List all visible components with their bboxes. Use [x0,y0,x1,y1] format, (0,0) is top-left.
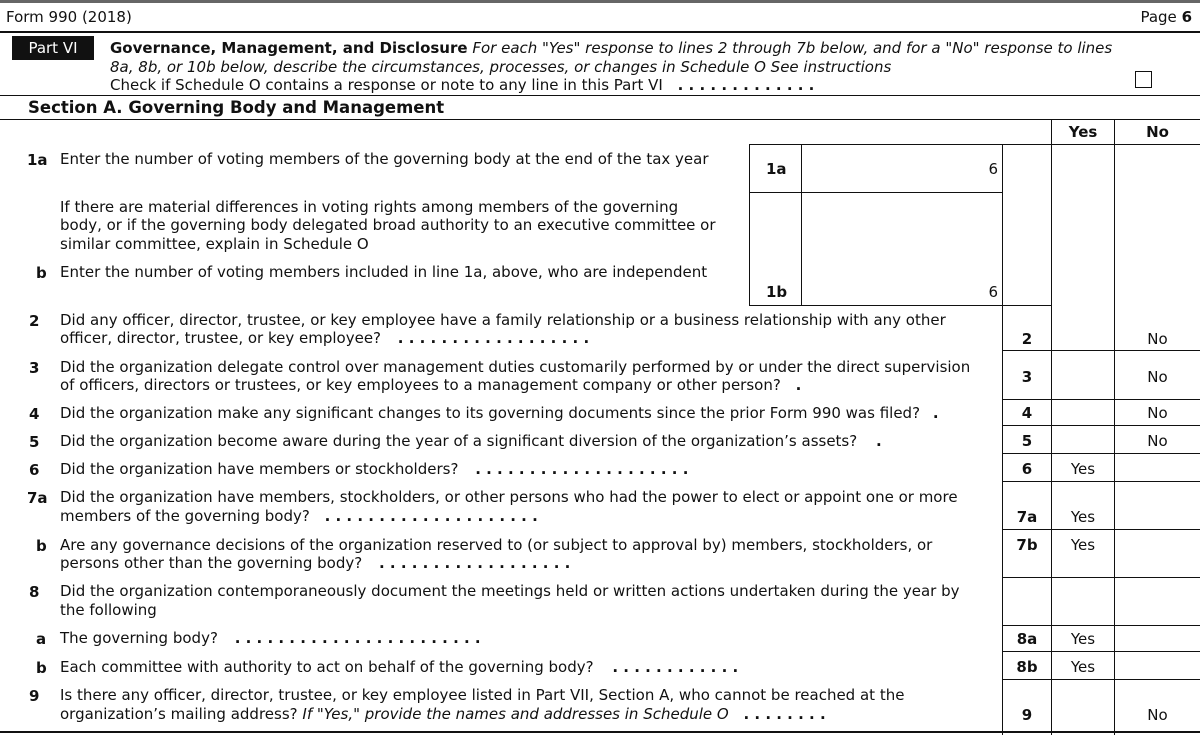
line-1a-value[interactable]: 6 [988,160,998,178]
line-4-dots: . [932,404,939,422]
line-4-box: 4 [1021,404,1033,422]
line-1b-box-label: 1b [766,283,788,301]
part-heading [110,39,1112,57]
yes-column-header: Yes [1068,123,1098,141]
line-2-text-1: Did any officer, director, trustee, or key employee have a family relationship or a business relationship with any other [60,311,946,329]
line-3-box: 3 [1021,368,1033,386]
line-2-text-2 [60,329,589,348]
line-4-no[interactable]: No [1147,404,1168,422]
part-rule [0,95,1200,96]
line-7b-number: b [36,537,47,555]
line-5-no[interactable]: No [1147,432,1168,450]
page-number: 6 [1181,8,1192,26]
line-5-number: 5 [29,433,40,451]
line-9-number: 9 [29,687,40,705]
line-7b-text-2-body: persons other than the governing body? [60,554,363,572]
line-6-yes[interactable]: Yes [1070,460,1096,478]
line-8a-number: a [36,630,47,648]
line-8-number: 8 [29,583,40,601]
schedule-o-checkbox[interactable] [1135,71,1152,88]
line-1b-number: b [36,264,47,282]
line-8a-text-body: The governing body? [60,629,218,647]
line-8b-number: b [36,659,47,677]
line-3-text-2-body: of officers, directors or trustees, or key employees to a management company or other person? [60,376,781,394]
box-1b-bottom [749,305,1002,306]
part-instructions-2: 8a, 8b, or 10b below, describe the circumstances, processes, or changes in Schedule O See instructions [110,58,892,76]
box-1a-top [749,144,1002,145]
line-1b-value[interactable]: 6 [988,283,998,301]
col-line-3 [1114,119,1115,735]
no-column-header: No [1146,123,1169,141]
line-9-text-1: Is there any officer, director, trustee, or key employee listed in Part VII, Section A, who cannot be reached at the [60,686,905,704]
line-6-text-body: Did the organization have members or stockholders? [60,460,459,478]
line-8a-dots: . . . . . . . . . . . . . . . . . . . . . . . [234,629,481,647]
line-1a-text: Enter the number of voting members of the governing body at the end of the tax year [60,150,709,168]
header-rule [0,31,1200,33]
line-9-box: 9 [1021,706,1033,724]
box-1a-bottom [749,192,1002,193]
line-1b-text: Enter the number of voting members included in line 1a, above, who are independent [60,263,708,281]
line-9-text-2b: If "Yes," provide the names and addresses in Schedule O [302,705,729,723]
line-7b-rule [1003,577,1200,578]
line-8a-rule [1003,651,1200,652]
check-dots: . . . . . . . . . . . . . [677,76,815,94]
page-label [1140,8,1192,26]
line-2-box: 2 [1021,330,1033,348]
line-8a-box: 8a [1016,630,1038,648]
line-7a-text-2-body: members of the governing body? [60,507,310,525]
line-7a-box: 7a [1016,508,1038,526]
section-rule [0,119,1200,120]
line-2-top-rule [1003,305,1051,306]
section-title: Section A. Governing Body and Management [28,98,445,117]
bottom-rule [0,731,1200,733]
line-1a-note-2: body, or if the governing body delegated broad authority to an executive committee or [60,216,716,234]
line-9-no[interactable]: No [1147,706,1168,724]
line-8b-box: 8b [1016,658,1038,676]
line-3-dots: . [795,376,802,394]
line-7b-box: 7b [1016,536,1038,554]
line-9-text-2a: organization’s mailing address? [60,705,298,723]
line-8b-text-body: Each committee with authority to act on behalf of the governing body? [60,658,594,676]
line-5-rule [1003,453,1200,454]
page-label-text: Page [1140,8,1177,26]
line-7a-dots: . . . . . . . . . . . . . . . . . . . . [324,507,538,525]
line-9-dots: . . . . . . . . [743,705,826,723]
line-1a-number: 1a [27,151,48,169]
line-2-rule [1003,350,1200,351]
line-1a-box-label: 1a [766,160,787,178]
line-7a-text-2 [60,507,538,526]
line-8b-dots: . . . . . . . . . . . . [612,658,739,676]
line-2-no[interactable]: No [1147,330,1168,348]
line-1a-note-1: If there are material differences in voting rights among members of the governing [60,198,679,216]
line-4-text-body: Did the organization make any significant changes to its governing documents since the prior Form 990 was filed? [60,404,921,422]
line-7b-yes[interactable]: Yes [1070,536,1096,554]
line-2-dots: . . . . . . . . . . . . . . . . . . [397,329,590,347]
line-7a-yes[interactable]: Yes [1070,508,1096,526]
part-label: Part VI [28,39,78,57]
line-9-text-2 [60,705,826,724]
line-5-dots: . [876,432,882,450]
col-header-rule [1003,144,1200,145]
line-7a-number: 7a [27,489,48,507]
form-label: Form 990 (2018) [6,8,132,26]
line-6-number: 6 [29,461,40,479]
line-7b-text-2 [60,554,570,573]
line-7b-dots: . . . . . . . . . . . . . . . . . . [379,554,571,572]
line-8b-yes[interactable]: Yes [1070,658,1096,676]
line-3-rule [1003,399,1200,400]
line-1a-note-3: similar committee, explain in Schedule O [60,235,369,253]
part-instructions-1: For each "Yes" response to lines 2 through 7b below, and for a "No" response to lines [472,39,1113,57]
line-5-text-body: Did the organization become aware during the year of a significant diversion of the organization’s assets? [60,432,858,450]
line-6-rule [1003,481,1200,482]
line-4-rule [1003,425,1200,426]
line-5-box: 5 [1021,432,1033,450]
part-badge [12,36,94,60]
line-6-text [60,460,688,479]
line-4-number: 4 [29,405,40,423]
check-schedule-o-text [110,76,814,94]
line-7a-rule [1003,529,1200,530]
line-4-text [60,404,939,423]
line-8a-yes[interactable]: Yes [1070,630,1096,648]
line-3-text-2 [60,376,801,395]
line-8-text-1: Did the organization contemporaneously document the meetings held or written actions undertaken during the year by [60,582,960,600]
check-text: Check if Schedule O contains a response or note to any line in this Part VI [110,76,663,94]
line-5-text [60,432,882,451]
part-title: Governance, Management, and Disclosure [110,39,468,57]
box-1a-left [749,144,750,306]
line-8b-rule [1003,679,1200,680]
box-1a-mid [801,144,802,306]
line-8-rule [1003,625,1200,626]
line-3-number: 3 [29,359,40,377]
line-3-no[interactable]: No [1147,368,1168,386]
line-6-box: 6 [1021,460,1033,478]
line-8-text-2: the following [60,601,157,619]
line-2-text-2-body: officer, director, trustee, or key employee? [60,329,382,347]
line-8b-text [60,658,738,677]
line-2-number: 2 [29,312,40,330]
line-8a-text [60,629,481,648]
line-7a-text-1: Did the organization have members, stockholders, or other persons who had the power to elect or appoint one or more [60,488,958,506]
line-3-text-1: Did the organization delegate control over management duties customarily performed by or under the direct supervision [60,358,971,376]
line-6-dots: . . . . . . . . . . . . . . . . . . . . [475,460,689,478]
line-7b-text-1: Are any governance decisions of the organization reserved to (or subject to approval by) members, stockholders, or [60,536,933,554]
